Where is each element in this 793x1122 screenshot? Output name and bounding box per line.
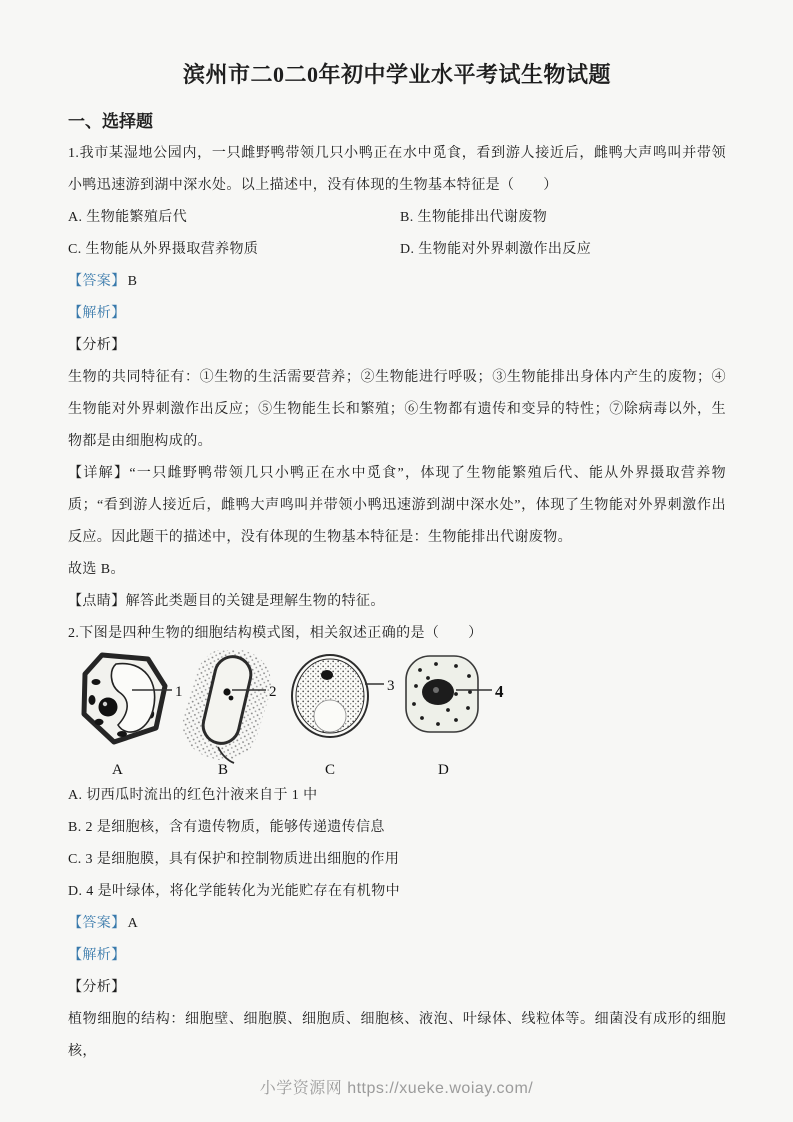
q2-option-d: D. 4 是叶绿体，将化学能转化为光能贮存在有机物中 (68, 884, 401, 899)
page-title: 滨州市二0二0年初中学业水平考试生物试题 (182, 62, 611, 87)
q2-jiexi-line (68, 940, 726, 972)
q1-xiangjie-paragraph (68, 458, 726, 554)
figure-letter-a: A (112, 762, 123, 778)
q2-stem: 2.下图是四种生物的细胞结构模式图，相关叙述正确的是（ ） (68, 626, 483, 641)
q1-fenxi-text: 生物的共同特征有：①生物的生活需要营养；②生物能进行呼吸；③生物能排出身体内产生的废物；④生物能对外界刺激作出反应；⑤生物能生长和繁殖；⑥生物都有遗传和变异的特性；⑦除病毒以外，生物都是由细胞构成的。 (68, 370, 726, 449)
q2-answer-value: A (127, 916, 139, 931)
figure-letter-c: C (325, 762, 336, 778)
q2-fenxi-tag: 【分析】 (68, 980, 126, 995)
q2-option-c: C. 3 是细胞膜，具有保护和控制物质进出细胞的作用 (68, 852, 400, 867)
q1-options-row-2 (68, 234, 726, 266)
figure-pointer-2: 2 (269, 684, 277, 700)
q2-answer-tag: 【答案】 (68, 916, 126, 931)
q2-cell-figure (68, 650, 726, 780)
figure-pointer-4: 4 (495, 682, 504, 701)
figure-pointer-3: 3 (387, 678, 395, 694)
q2-fenxi-line (68, 972, 726, 1004)
q1-stem: 1.我市某湿地公园内，一只雌野鸭带领几只小鸭正在水中觅食，看到游人接近后，雌鸭大声鸣叫并带领小鸭迅速游到湖中深水处。以上描述中，没有体现的生物基本特征是（ ） (68, 146, 726, 193)
four-cells-diagram-image (72, 650, 522, 780)
figure-letter-b: B (218, 762, 229, 778)
q1-fenxi-line (68, 330, 726, 362)
q1-answer-value: B (127, 274, 138, 289)
q1-option-d: D. 生物能对外界刺激作出反应 (400, 242, 592, 257)
q1-xiangjie-text: “一只雌野鸭带领几只小鸭正在水中觅食”，体现了生物能繁殖后代、能从外界摄取营养物质；“看到游人接近后，雌鸭大声鸣叫并带领小鸭迅速游到湖中深水处”，体现了生物能对外界刺激作出反应。因此题干的描述中，没有体现的生物基本特征是：生物能排出代谢废物。 (68, 466, 726, 545)
q1-jiexi-line (68, 298, 726, 330)
bacterium-cell-icon (174, 650, 279, 769)
q1-guxuan-line: 故选 B。 (68, 562, 125, 577)
q1-dianjing-text: 解答此类题目的关键是理解生物的特征。 (125, 594, 385, 609)
footer-watermark (0, 1075, 793, 1098)
figure-letter-d: D (438, 762, 449, 778)
q1-answer-line (68, 266, 726, 298)
plant-cell-icon (84, 655, 172, 742)
q1-xiangjie-tag: 【详解】 (68, 466, 130, 481)
yeast-cell-icon (292, 655, 384, 737)
q2-option-a: A. 切西瓜时流出的红色汁液来自于 1 中 (68, 788, 318, 803)
q1-option-b: B. 生物能排出代谢废物 (400, 210, 548, 225)
q2-option-b: B. 2 是细胞核，含有遗传物质，能够传递遗传信息 (68, 820, 385, 835)
q1-option-c: C. 生物能从外界摄取营养物质 (68, 242, 259, 257)
q1-fenxi-tag: 【分析】 (68, 338, 126, 353)
q1-dianjing-tag: 【点睛】 (68, 594, 126, 609)
q1-dianjing-paragraph (68, 586, 726, 618)
q1-answer-tag: 【答案】 (68, 274, 126, 289)
q1-jiexi-tag: 【解析】 (68, 306, 126, 321)
figure-pointer-1: 1 (175, 684, 183, 700)
q2-jiexi-tag: 【解析】 (68, 948, 126, 963)
footer-site-link[interactable]: 小学资源网 https://xueke.woiay.com/ (259, 1080, 534, 1097)
q2-fenxi-text: 植物细胞的结构：细胞壁、细胞膜、细胞质、细胞核、液泡、叶绿体、线粒体等。细菌没有成形的细胞核， (68, 1012, 726, 1059)
section-heading-choice: 一、选择题 (68, 112, 153, 131)
q2-answer-line (68, 908, 726, 940)
q1-option-a: A. 生物能繁殖后代 (68, 210, 188, 225)
q1-options-row-1 (68, 202, 726, 234)
animal-cell-icon (406, 656, 492, 732)
